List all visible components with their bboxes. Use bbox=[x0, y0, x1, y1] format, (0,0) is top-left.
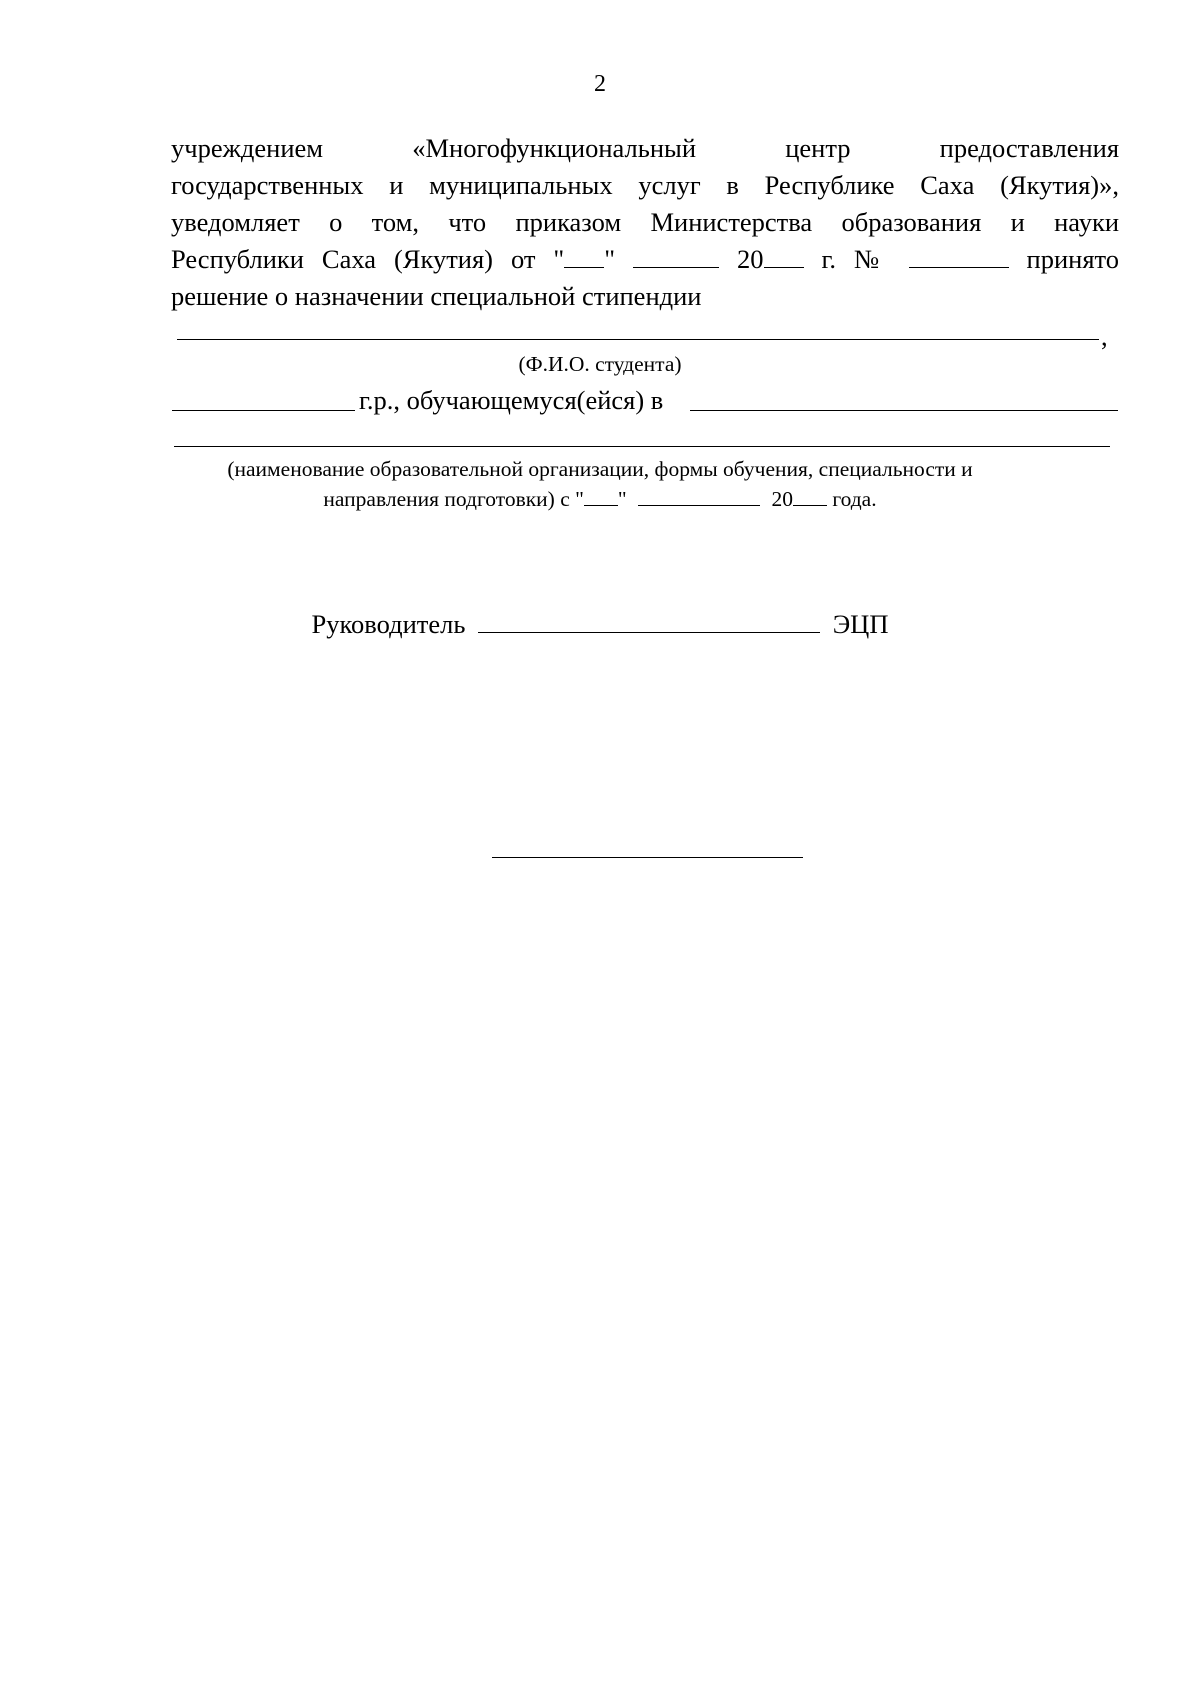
closing-separator-line bbox=[492, 857, 803, 858]
student-name-comma: , bbox=[1101, 321, 1108, 351]
word-mfc: «Многофункциональный bbox=[412, 133, 697, 163]
signature-role-label: Руководитель bbox=[311, 609, 466, 639]
order-day-quote: " bbox=[604, 244, 616, 274]
order-number-blank bbox=[909, 241, 1009, 268]
page-number: 2 bbox=[594, 71, 606, 97]
organization-caption-line-1: (наименование образовательной организации, формы обучения, специальности и bbox=[227, 457, 973, 481]
word-predostavleniya: предоставления bbox=[939, 133, 1120, 163]
word-uchrezhdeniem: учреждением bbox=[171, 133, 324, 163]
since-day-blank bbox=[584, 485, 618, 506]
paragraph-line-2: государственных и муниципальных услуг в Республике Саха (Якутия)», bbox=[171, 170, 1119, 200]
birth-year-suffix: г.р., обучающемуся(ейся) в bbox=[359, 385, 664, 415]
order-number-label: г. № bbox=[821, 244, 891, 274]
since-goda: года. bbox=[832, 487, 877, 511]
since-year-prefix: 20 bbox=[771, 487, 793, 511]
paragraph-line-5: решение о назначении специальной стипендии bbox=[171, 281, 702, 311]
word-prinyato: принято bbox=[1026, 244, 1119, 274]
signature-row bbox=[0, 606, 1200, 643]
order-day-blank bbox=[564, 241, 604, 268]
paragraph-line-4 bbox=[171, 241, 1119, 278]
since-day-quote: " bbox=[617, 487, 627, 511]
paragraph-line-1 bbox=[171, 130, 1119, 167]
since-text: направления подготовки) с " bbox=[323, 487, 584, 511]
organization-caption-line-2 bbox=[0, 484, 1200, 514]
order-year-blank bbox=[764, 241, 804, 268]
student-name-line bbox=[177, 339, 1099, 340]
since-year-blank bbox=[793, 485, 827, 506]
order-from-text: Республики Саха (Якутия) от " bbox=[171, 244, 565, 274]
signature-mark: ЭЦП bbox=[832, 609, 889, 639]
since-month-blank bbox=[638, 485, 760, 506]
paragraph-line-3: уведомляет о том, что приказом Министерства образования и науки bbox=[171, 207, 1119, 237]
word-centr: центр bbox=[785, 133, 851, 163]
birth-year-line bbox=[172, 410, 355, 411]
order-month-blank bbox=[633, 241, 719, 268]
organization-line-1 bbox=[690, 410, 1118, 411]
organization-line-2 bbox=[174, 446, 1110, 447]
order-year-prefix: 20 bbox=[737, 244, 764, 274]
signature-blank bbox=[478, 606, 820, 633]
student-name-caption: (Ф.И.О. студента) bbox=[518, 352, 682, 376]
